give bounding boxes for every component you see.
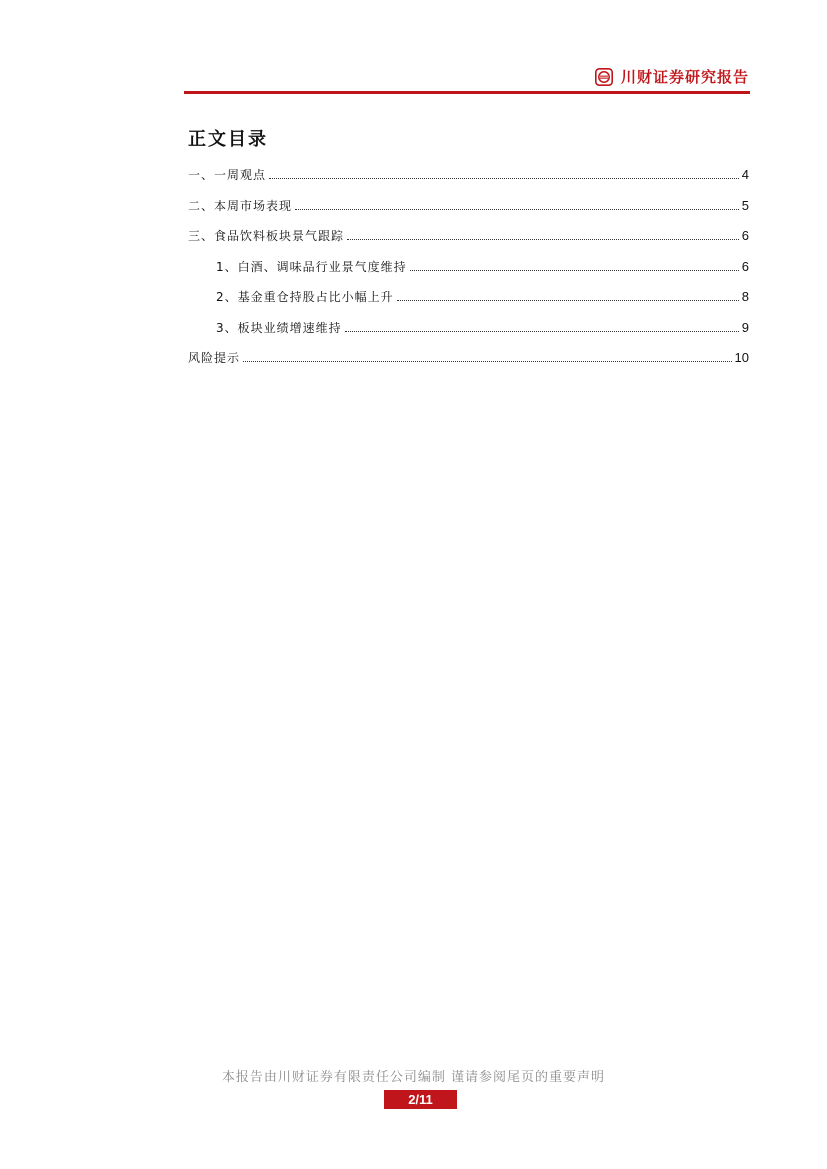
toc-entry-page: 9 bbox=[741, 320, 749, 335]
toc-entry-label: 一、一周观点 bbox=[188, 168, 267, 182]
toc-entry-page: 4 bbox=[741, 167, 749, 182]
page-header bbox=[0, 0, 827, 100]
toc-entry-page: 6 bbox=[741, 259, 749, 274]
toc-entry-label: 三、食品饮料板块景气跟踪 bbox=[188, 229, 345, 243]
footer-disclaimer: 本报告由川财证券有限责任公司编制 谨请参阅尾页的重要声明 bbox=[221, 1070, 606, 1085]
toc-leader-dots bbox=[397, 299, 739, 301]
chuancai-logo-icon bbox=[595, 68, 613, 86]
toc-entry-label: 3、板块业绩增速维持 bbox=[216, 321, 342, 335]
toc-entry-label: 1、白酒、调味品行业景气度维持 bbox=[216, 260, 407, 274]
toc-entry-page: 5 bbox=[741, 198, 749, 213]
toc-leader-dots bbox=[347, 238, 739, 240]
toc-entry-fund-holdings[interactable] bbox=[216, 285, 749, 305]
page-number-badge: 2/11 bbox=[384, 1090, 457, 1109]
toc-entry-page: 8 bbox=[741, 289, 749, 304]
toc-entry-page: 6 bbox=[741, 228, 749, 243]
brand-name: 川财证券研究报告 bbox=[620, 68, 749, 86]
toc-title: 正文目录 bbox=[188, 129, 268, 150]
toc-leader-dots bbox=[295, 208, 739, 210]
toc-entry-market-performance[interactable] bbox=[188, 194, 749, 214]
toc-entry-earnings-growth[interactable] bbox=[216, 316, 749, 336]
toc-entry-sector-tracking[interactable] bbox=[188, 224, 749, 244]
toc-entry-label: 二、本周市场表现 bbox=[188, 199, 293, 213]
toc-entry-risk-warning[interactable] bbox=[188, 346, 749, 366]
toc-entry-baijiu-condiment[interactable] bbox=[216, 255, 749, 275]
toc-entry-weekly-view[interactable] bbox=[188, 163, 749, 183]
toc-leader-dots bbox=[345, 330, 739, 332]
toc-leader-dots bbox=[243, 360, 732, 362]
toc-entry-label: 2、基金重仓持股占比小幅上升 bbox=[216, 290, 394, 304]
toc-leader-dots bbox=[269, 177, 739, 179]
toc-entry-page: 10 bbox=[734, 350, 749, 365]
toc-leader-dots bbox=[410, 269, 739, 271]
header-divider bbox=[184, 91, 750, 94]
brand bbox=[595, 67, 749, 87]
toc-entry-label: 风险提示 bbox=[188, 351, 241, 365]
